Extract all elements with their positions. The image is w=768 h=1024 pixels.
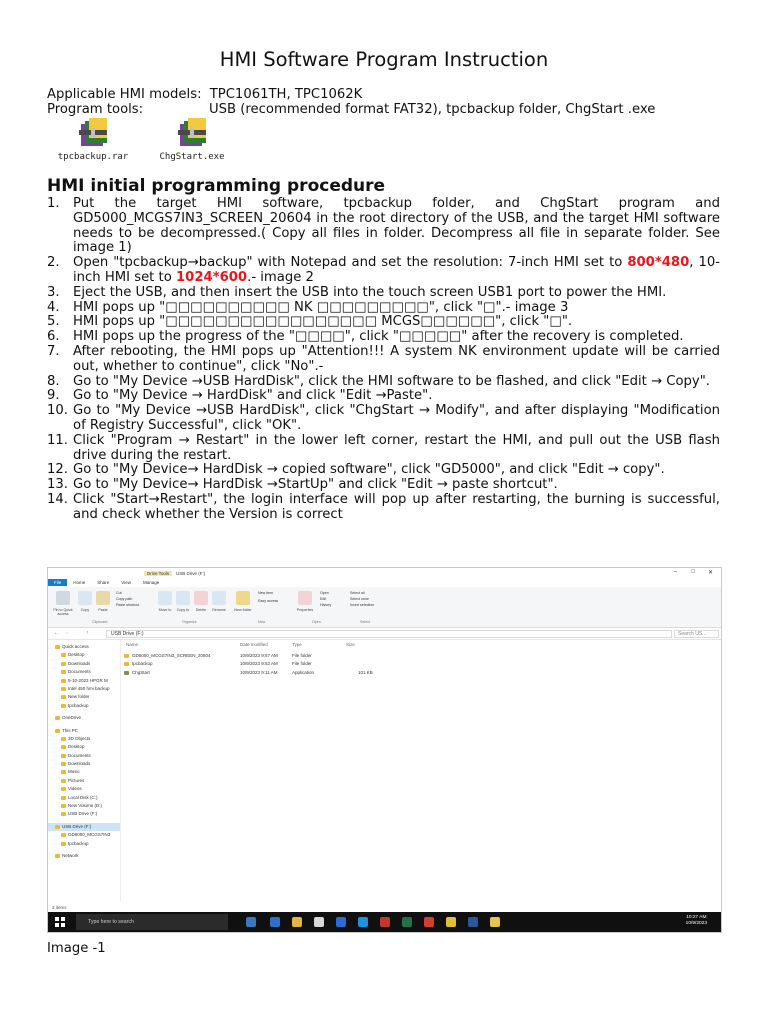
move-to-icon[interactable] xyxy=(158,591,172,605)
step-number: 14. xyxy=(47,491,68,507)
outlook-icon[interactable] xyxy=(270,917,280,927)
nav-item[interactable]: Network xyxy=(48,852,120,860)
models-value: TPC1061TH, TPC1062K xyxy=(209,87,363,102)
file-name: tpcbackup.rar xyxy=(57,152,129,162)
resolution-7in: 800*480 xyxy=(627,255,690,271)
file-row-date: 10/9/2023 9:57 AM xyxy=(240,653,278,658)
page-title: HMI Software Program Instruction xyxy=(219,48,549,71)
easy-access-label[interactable]: Easy access xyxy=(258,599,279,603)
ribbon-group-label: Open xyxy=(312,620,321,624)
step-text: Go to "My Device →USB HardDisk", click the HMI software to be flashed, and click "Edit → Copy". xyxy=(73,373,710,389)
file-row-size: 101 KB xyxy=(358,669,373,675)
application-icon xyxy=(124,671,129,675)
step-item xyxy=(47,286,720,301)
step-number: 2. xyxy=(47,255,60,271)
clock-time: 10:27 AM xyxy=(686,915,707,920)
invert-selection-label[interactable]: Invert selection xyxy=(350,603,375,607)
ribbon-group-label: New xyxy=(258,620,266,624)
nav-item[interactable]: 3D Objects xyxy=(48,735,120,743)
step-item xyxy=(47,404,720,434)
forward-arrow-icon[interactable]: → xyxy=(64,630,69,636)
up-arrow-icon[interactable]: ↑ xyxy=(86,630,89,636)
pin-icon[interactable] xyxy=(56,591,70,605)
nav-item[interactable]: Downloads xyxy=(48,660,120,668)
system-clock[interactable] xyxy=(686,915,707,927)
search-input[interactable]: Search US... xyxy=(674,630,719,638)
nav-item[interactable]: Quick access xyxy=(48,643,120,651)
new-folder-icon[interactable] xyxy=(236,591,250,605)
nav-item[interactable]: Desktop xyxy=(48,651,120,659)
program-tools-line xyxy=(47,102,656,117)
step-text: Eject the USB, and then insert the USB into the touch screen USB1 port to power the HMI. xyxy=(73,284,667,300)
step-text: After rebooting, the HMI pops up "Attention!!! A system NK environment update will be carried out, whether to continue", click "No".- xyxy=(73,343,720,374)
address-input[interactable]: USB Drive (F:) xyxy=(106,630,672,638)
windows-taskbar xyxy=(48,912,721,932)
nav-item[interactable]: tpcbackup xyxy=(48,702,120,710)
word-icon[interactable] xyxy=(468,917,478,927)
file-explorer-icon[interactable] xyxy=(292,917,302,927)
store-icon[interactable] xyxy=(314,917,324,927)
copy-to-icon[interactable] xyxy=(176,591,190,605)
nav-item[interactable]: GD5000_MCGS7IN3 xyxy=(48,831,120,839)
step-text: Click "Start→Restart", the login interface will pop up after restarting, the burning is successful, and check whether the Version is correct xyxy=(73,491,720,522)
explorer-titlebar xyxy=(48,568,721,579)
file-row[interactable] xyxy=(124,652,721,660)
nav-item[interactable]: Desktop xyxy=(48,743,120,751)
paste-icon[interactable] xyxy=(96,591,110,605)
step-text: Put the target HMI software, tpcbackup folder, and ChgStart program and GD5000_MCGS7IN3_SCREEN_20604 in the root directory of the USB, and the target HMI software needs to be decompressed.( Copy all files in folder. Decompress all file in separate folder. See image 1) xyxy=(73,196,720,256)
step-number: 5. xyxy=(47,314,60,330)
file-row-name: tpcbackup xyxy=(132,661,153,667)
tools-label: Program tools: xyxy=(47,102,144,117)
section-heading: HMI initial programming procedure xyxy=(47,176,386,196)
file-explorer-screenshot xyxy=(47,567,722,933)
navigation-pane xyxy=(48,640,121,902)
address-bar xyxy=(48,628,721,640)
step-item xyxy=(47,301,720,316)
copy-icon[interactable] xyxy=(78,591,92,605)
step-text: .- image 2 xyxy=(247,269,314,285)
file-row-date: 10/9/2023 9:11 AM xyxy=(240,669,278,675)
close-icon[interactable]: ✕ xyxy=(707,570,713,576)
file-row-name: GD5000_MCGS7IN3_SCREEN_20604 xyxy=(132,653,211,658)
step-number: 4. xyxy=(47,299,60,315)
folder-icon xyxy=(124,662,129,666)
step-number: 7. xyxy=(47,343,60,359)
folder-icon xyxy=(124,654,129,658)
step-text: Go to "My Device→ HardDisk →StartUp" and click "Edit → paste shortcut". xyxy=(73,477,558,493)
step-number: 3. xyxy=(47,284,60,300)
column-size[interactable]: Size xyxy=(346,642,355,647)
step-item xyxy=(47,375,720,390)
procedure-steps xyxy=(47,197,720,523)
step-item xyxy=(47,389,720,404)
properties-icon[interactable] xyxy=(298,591,312,605)
minimize-icon[interactable]: – xyxy=(673,569,677,575)
file-row-name: ChgStart xyxy=(132,669,150,675)
excel-icon[interactable] xyxy=(402,917,412,927)
file-row-date: 10/9/2023 9:52 AM xyxy=(240,661,278,667)
back-arrow-icon[interactable]: ← xyxy=(54,630,59,636)
step-text: HMI pops up "□□□□□□□□□□□□□□□□□ MCGS□□□□□□", click "□". xyxy=(73,314,573,330)
ribbon-label: Rename xyxy=(212,608,226,612)
file-row[interactable] xyxy=(124,669,721,677)
ribbon-label: Pin to Quick access xyxy=(53,608,73,616)
resolution-10in: 1024*600 xyxy=(175,269,248,285)
edit-label[interactable]: Edit xyxy=(320,597,327,601)
nav-item[interactable]: 5-10-2023 HPGR M xyxy=(48,677,120,685)
file-row-type: File folder xyxy=(292,661,312,667)
step-number: 1. xyxy=(47,196,60,211)
chrome-icon[interactable] xyxy=(446,917,456,927)
tab-file[interactable]: File xyxy=(48,579,67,586)
ribbon-label: Delete xyxy=(195,608,207,612)
step-number: 13. xyxy=(47,477,68,493)
new-item-label[interactable]: New item xyxy=(258,591,273,595)
step-item xyxy=(47,197,720,256)
ribbon-group-label: Organize xyxy=(182,620,197,624)
winrar-archive-icon xyxy=(76,118,110,150)
tab-share[interactable]: Share xyxy=(97,580,110,585)
mail-icon[interactable] xyxy=(336,917,346,927)
ribbon-label: Copy xyxy=(80,608,90,612)
nav-item[interactable]: tpcbackup xyxy=(48,840,120,848)
file-row-type: Application xyxy=(292,669,315,675)
file-name: ChgStart.exe xyxy=(159,152,225,162)
nav-item[interactable]: Documents xyxy=(48,752,120,760)
tab-manage[interactable]: Manage xyxy=(142,580,160,585)
select-none-label[interactable]: Select none xyxy=(350,597,369,601)
maximize-icon[interactable]: □ xyxy=(691,569,695,575)
column-date[interactable]: Date modified xyxy=(240,642,268,647)
powerpoint-icon[interactable] xyxy=(380,917,390,927)
applicable-models-line xyxy=(47,87,362,102)
ribbon-label: Properties xyxy=(296,608,314,612)
column-type[interactable]: Type xyxy=(292,642,302,647)
nav-item[interactable]: OneDrive xyxy=(48,714,120,722)
nav-item[interactable]: Documents xyxy=(48,668,120,676)
ribbon-label: Copy to xyxy=(176,608,190,612)
acrobat-icon[interactable] xyxy=(424,917,434,927)
file-row[interactable] xyxy=(124,660,721,668)
windows-start-icon[interactable] xyxy=(55,917,65,927)
copy-path-label[interactable]: Copy path xyxy=(116,597,133,601)
step-text: Go to "My Device →USB HardDisk", click "ChgStart → Modify", and after displaying "Modification of Registry Successful", click "OK". xyxy=(73,403,720,433)
step-text: HMI pops up the progress of the "□□□□", click "□□□□□" after the recovery is completed. xyxy=(73,329,684,345)
window-title: USB Drive (F:) xyxy=(176,571,206,576)
step-text: Click "Program → Restart" in the lower left corner, restart the HMI, and pull out the USB flash drive during the restart. xyxy=(73,432,720,463)
step-number: 11. xyxy=(47,432,68,448)
nav-item[interactable]: Music xyxy=(48,768,120,776)
step-text: HMI pops up "□□□□□□□□□□ NK □□□□□□□□□", click "□".- image 3 xyxy=(73,299,569,315)
ribbon-label: Paste xyxy=(98,608,108,612)
step-number: 10. xyxy=(47,403,68,419)
step-item xyxy=(47,345,720,375)
tools-value: USB (recommended format FAT32), tpcbackup folder, ChgStart .exe xyxy=(209,102,656,117)
nav-item-selected[interactable]: USB Drive (F:) xyxy=(48,823,120,831)
nav-item[interactable]: Videos xyxy=(48,785,120,793)
step-item xyxy=(47,478,720,493)
nav-item[interactable]: Local Disk (C:) xyxy=(48,794,120,802)
nav-item[interactable]: This PC xyxy=(48,727,120,735)
drive-tools-label: Drive Tools xyxy=(144,571,172,576)
select-all-label[interactable]: Select all xyxy=(350,591,365,595)
clock-date: 10/9/2023 xyxy=(685,921,707,926)
step-number: 8. xyxy=(47,373,60,389)
file-row-type: File folder xyxy=(292,653,312,658)
winrar-archive-icon xyxy=(175,118,209,150)
step-number: 6. xyxy=(47,329,60,345)
step-item xyxy=(47,256,720,286)
file-list xyxy=(124,652,721,677)
step-item xyxy=(47,330,720,345)
nav-item[interactable]: USB Drive (F:) xyxy=(48,810,120,818)
delete-icon[interactable] xyxy=(194,591,208,605)
cut-label[interactable]: Cut xyxy=(116,591,122,595)
nav-item[interactable]: New Volume (D:) xyxy=(48,802,120,810)
nav-item[interactable]: Intel 450 hmi backup xyxy=(48,685,120,693)
column-headers xyxy=(124,642,721,650)
step-item xyxy=(47,315,720,330)
ribbon xyxy=(48,587,721,628)
open-label[interactable]: Open xyxy=(320,591,329,595)
tab-home[interactable]: Home xyxy=(73,580,86,585)
ribbon-group-label: Clipboard xyxy=(92,620,108,624)
ribbon-label: Move to xyxy=(158,608,172,612)
step-text: , 10-inch HMI set to xyxy=(73,255,720,285)
edge-icon[interactable] xyxy=(358,917,368,927)
paste-shortcut-label[interactable]: Paste shortcut xyxy=(116,603,139,607)
step-item xyxy=(47,493,720,523)
taskbar-search-input[interactable]: Type here to search xyxy=(76,914,228,930)
image-caption: Image -1 xyxy=(47,941,106,956)
nav-item[interactable]: New folder xyxy=(48,693,120,701)
step-item xyxy=(47,463,720,478)
file-chgstart-exe[interactable] xyxy=(152,118,232,162)
column-name[interactable]: Name xyxy=(126,642,139,647)
notes-icon[interactable] xyxy=(490,917,500,927)
nav-item[interactable]: Pictures xyxy=(48,777,120,785)
models-label: Applicable HMI models: xyxy=(47,87,202,102)
task-view-icon[interactable] xyxy=(246,917,256,927)
rename-icon[interactable] xyxy=(212,591,226,605)
ribbon-group-label: Select xyxy=(360,620,370,624)
ribbon-tabs xyxy=(48,579,721,587)
step-item xyxy=(47,434,720,464)
ribbon-label: New folder xyxy=(234,608,252,612)
tab-view[interactable]: View xyxy=(121,580,131,585)
step-text: Go to "My Device → HardDisk" and click "Edit →Paste". xyxy=(73,388,433,404)
nav-item[interactable]: Downloads xyxy=(48,760,120,768)
step-text: Go to "My Device→ HardDisk → copied software", click "GD5000", and click "Edit → copy". xyxy=(73,462,665,478)
file-tpcbackup-rar[interactable] xyxy=(53,118,133,162)
history-label[interactable]: History xyxy=(320,603,332,607)
step-number: 12. xyxy=(47,462,68,478)
step-number: 9. xyxy=(47,388,60,404)
status-bar: 3 items xyxy=(52,905,67,910)
step-text: Open "tpcbackup→backup" with Notepad and set the resolution: 7-inch HMI set to xyxy=(73,255,628,271)
